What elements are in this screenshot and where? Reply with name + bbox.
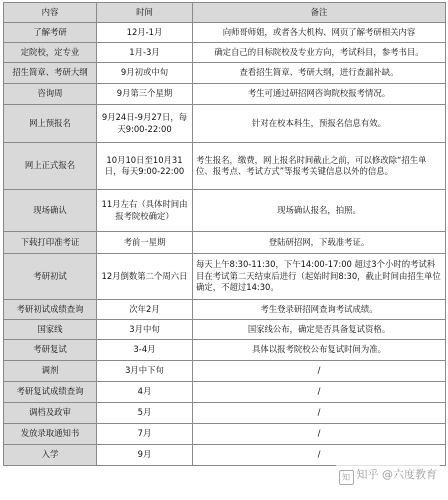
row-time: 考前一星期 (97, 232, 193, 254)
row-note: 向师哥师姐，或者各大机构、网页了解考研相关内容 (193, 23, 446, 43)
row-time: 3月中下旬 (97, 361, 193, 382)
row-time: 9月初或中旬 (97, 63, 193, 84)
row-time: 3月中旬 (97, 320, 193, 340)
row-time: 1月-3月 (97, 43, 193, 63)
row-time: 9月 (97, 445, 193, 466)
row-content: 入学 (4, 445, 97, 466)
row-time: 3-4月 (97, 340, 193, 361)
row-time: 9月第三个星期 (97, 84, 193, 105)
row-note: 登陆研招网，下载准考证。 (193, 232, 446, 254)
table-row (4, 190, 446, 232)
row-content: 考研复试成绩查询 (4, 382, 97, 403)
row-note: 考生报名，缴费，网上报名时间截止之前，可以修改除“招生单位、报考点、考试方式”等报考关键信息以外的信息。 (193, 143, 446, 190)
table-row (4, 424, 446, 445)
row-time: 7月 (97, 424, 193, 445)
row-time: 5月 (97, 403, 193, 424)
header-note: 备注 (193, 3, 446, 23)
table-row (4, 143, 446, 190)
row-content: 考研初试 (4, 254, 97, 300)
table-row (4, 232, 446, 254)
row-note: 国家线公布，确定是否具备复试资格。 (193, 320, 446, 340)
row-note: 现场确认报名，拍照。 (193, 190, 446, 232)
table-row (4, 63, 446, 84)
row-content: 考研初试成绩查询 (4, 300, 97, 320)
row-time: 12月倒数第二个周六日 (97, 254, 193, 300)
row-note: 考生可通过研招网咨询院校报考情况。 (193, 84, 446, 105)
schedule-table (3, 2, 446, 466)
row-content: 调档及政审 (4, 403, 97, 424)
row-time: 4月 (97, 382, 193, 403)
row-content: 了解考研 (4, 23, 97, 43)
row-note: / (193, 424, 446, 445)
row-time: 9月24日-9月27日，每天9:00-22:00 (97, 105, 193, 143)
row-time: 12月-1月 (97, 23, 193, 43)
row-content: 现场确认 (4, 190, 97, 232)
row-note: 考生登录研招网查询考试成绩。 (193, 300, 446, 320)
watermark-text: 知乎 @六度教育 (356, 468, 437, 481)
table-row (4, 23, 446, 43)
row-content: 定院校，定专业 (4, 43, 97, 63)
header-content: 内容 (4, 3, 97, 23)
table-row (4, 382, 446, 403)
table-header-row (4, 3, 446, 23)
row-time: 次年2月 (97, 300, 193, 320)
row-note: / (193, 361, 446, 382)
row-note: 确定自己的目标院校及专业方向，考试科目，参考书目。 (193, 43, 446, 63)
row-content: 招生简章、考研大纲 (4, 63, 97, 84)
table-row (4, 84, 446, 105)
row-content: 调剂 (4, 361, 97, 382)
header-time: 时间 (97, 3, 193, 23)
row-content: 网上正式报名 (4, 143, 97, 190)
row-content: 国家线 (4, 320, 97, 340)
table-row (4, 254, 446, 300)
row-note: / (193, 382, 446, 403)
row-time: 11月左右（具体时间由报考院校确定） (97, 190, 193, 232)
row-content: 发放录取通知书 (4, 424, 97, 445)
table-row (4, 43, 446, 63)
table-row (4, 361, 446, 382)
row-time: 10月10日至10月31日，每天9:00-22:00 (97, 143, 193, 190)
table-row (4, 300, 446, 320)
table-row (4, 340, 446, 361)
table-row (4, 403, 446, 424)
row-content: 网上预报名 (4, 105, 97, 143)
row-note: / (193, 403, 446, 424)
watermark (336, 465, 441, 486)
table-row (4, 445, 446, 466)
row-note: / (193, 445, 446, 466)
table-row (4, 320, 446, 340)
row-content: 下载打印准考证 (4, 232, 97, 254)
row-note: 具体以报考院校公布复试时间为准。 (193, 340, 446, 361)
row-note: 每天上午8:30-11:30，下午14:00-17:00 超过3个小时的考试科目在考试第二天结束后进行（起始时间8:30，截止时间由招生单位确定，不超过14:30。 (193, 254, 446, 300)
row-content: 咨询周 (4, 84, 97, 105)
zhihu-logo-icon: 知 (339, 470, 354, 485)
row-note: 针对在校本科生，预报名信息有效。 (193, 105, 446, 143)
row-content: 考研复试 (4, 340, 97, 361)
table-row (4, 105, 446, 143)
row-note: 查看招生简章、考研大纲，进行查漏补缺。 (193, 63, 446, 84)
